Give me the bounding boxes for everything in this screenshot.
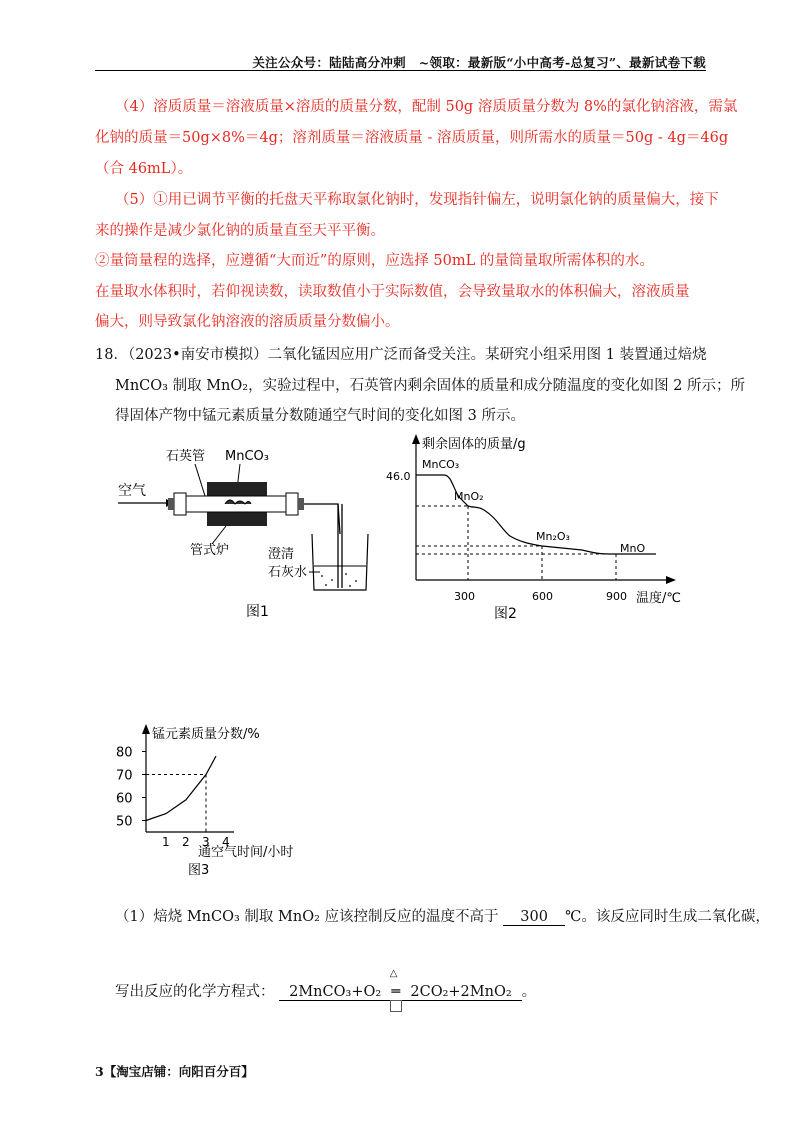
- page-footer: 3【淘宝店铺：向阳百分百】: [95, 1064, 254, 1079]
- figure-3-x-tick: 3: [202, 835, 210, 849]
- species-mno: MnO: [620, 542, 646, 555]
- equation-end: 。: [521, 984, 537, 1000]
- answer-4-line-2: 化钠的质量＝50g×8%＝4g；溶剂质量＝溶液质量 - 溶质质量，则所需水的质量＝50g - 4g＝46g: [95, 130, 729, 146]
- answer-5-line-3: ②量筒量程的选择，应遵循“大而近”的原则，应选择 50mL 的量筒量取所需体积的水。: [95, 253, 654, 269]
- species-mnco3: MnCO₃: [422, 458, 460, 471]
- figure-2-x-label: 温度/℃: [636, 591, 681, 606]
- equation-lhs: 2MnCO₃+O₂: [289, 984, 382, 1000]
- equation-answer-blank: [279, 968, 522, 1001]
- figure-3-chart: [110, 720, 330, 880]
- mnco3-label: MnCO₃: [225, 449, 269, 464]
- figure-2-x-tick-900: 900: [606, 590, 627, 603]
- question-18-line-3: 得固体产物中锰元素质量分数随通空气时间的变化如图 3 所示。: [115, 408, 525, 424]
- page-header: 关注公众号：陆陆高分冲刺 ~领取：最新版“小中高考-总复习”、最新试卷下载: [252, 55, 706, 70]
- limewater-label-1: 澄清: [268, 547, 295, 562]
- figure-2-x-tick-600: 600: [532, 590, 553, 603]
- question-18-1-prefix: （1）焙烧 MnCO₃ 制取 MnO₂ 应该控制反应的温度不高于: [115, 909, 499, 925]
- answer-4-line-3: （合 46mL）。: [95, 161, 193, 177]
- figure-3-y-tick: 70: [116, 768, 133, 784]
- figure-3-y-tick: 50: [116, 814, 133, 830]
- answer-5-line-2: 来的操作是减少氯化钠的质量直至天平平衡。: [95, 223, 385, 239]
- limewater-label-2: 石灰水: [268, 565, 308, 580]
- figure-2-y-value: 46.0: [386, 470, 411, 483]
- figure-2-x-tick-300: 300: [454, 590, 475, 603]
- question-18-1-line: [115, 905, 770, 926]
- heat-condition-icon: △: [389, 968, 398, 979]
- figure-3-caption: 图3: [188, 863, 210, 878]
- quartz-tube-label: 石英管: [166, 449, 206, 464]
- figure-2-y-label: 剩余固体的质量/g: [422, 437, 526, 452]
- question-18-line-1: 18．（2023•南安市模拟）二氧化锰因应用广泛而备受关注。某研究小组采用图 1 装置通过焙烧: [95, 347, 707, 363]
- answer-4-line-1: （4）溶质质量＝溶液质量×溶质的质量分数，配制 50g 溶质质量分数为 8%的氯化钠溶液，需氯: [115, 99, 738, 115]
- answer-5-line-5: 偏大，则导致氯化钠溶液的溶质质量分数偏小。: [95, 314, 400, 330]
- equation-rhs: 2CO₂+2MnO₂: [410, 984, 512, 1000]
- figure-1-apparatus: [110, 438, 400, 628]
- header-rule: [95, 70, 706, 71]
- question-18-1-suffix: ℃。该反应同时生成二氧化碳，: [565, 909, 770, 925]
- species-mno2: MnO₂: [454, 490, 484, 503]
- answer-5-line-4: 在量取水体积时，若仰视读数，读取数值小于实际数值，会导致量取水的体积偏大，溶液质量: [95, 284, 690, 300]
- question-18-line-2: MnCO₃ 制取 MnO₂，实验过程中，石英管内剩余固体的质量和成分随温度的变化如图 2 所示；所: [115, 378, 746, 394]
- answer-5-line-1: （5）①用已调节平衡的托盘天平称取氯化钠时，发现指针偏左，说明氯化钠的质量偏大，接下: [115, 192, 719, 208]
- species-mn2o3: Mn₂O₃: [536, 530, 570, 543]
- figure-2-caption: 图2: [494, 606, 517, 622]
- figure-3-y-tick: 80: [116, 745, 133, 761]
- furnace-label: 管式炉: [190, 543, 230, 558]
- equation-line: [115, 968, 537, 1001]
- equation-sign: ═: [391, 984, 401, 1000]
- figure-3-y-label: 锰元素质量分数/%: [152, 727, 260, 742]
- answer-temperature-blank: 300: [503, 909, 565, 926]
- figure-1-caption: 图1: [246, 604, 269, 620]
- figure-3-x-tick: 4: [222, 835, 230, 849]
- figure-3-x-label: 通空气时间/小时: [198, 845, 294, 860]
- placeholder-box-icon: [390, 1000, 402, 1012]
- air-label: 空气: [118, 483, 146, 499]
- figure-3-x-tick: 2: [182, 835, 190, 849]
- figure-2-mass-chart: [382, 430, 692, 625]
- figure-3-x-tick: 1: [162, 835, 170, 849]
- equation-prefix: 写出反应的化学方程式：: [115, 984, 275, 1000]
- figure-3-y-tick: 60: [116, 791, 133, 807]
